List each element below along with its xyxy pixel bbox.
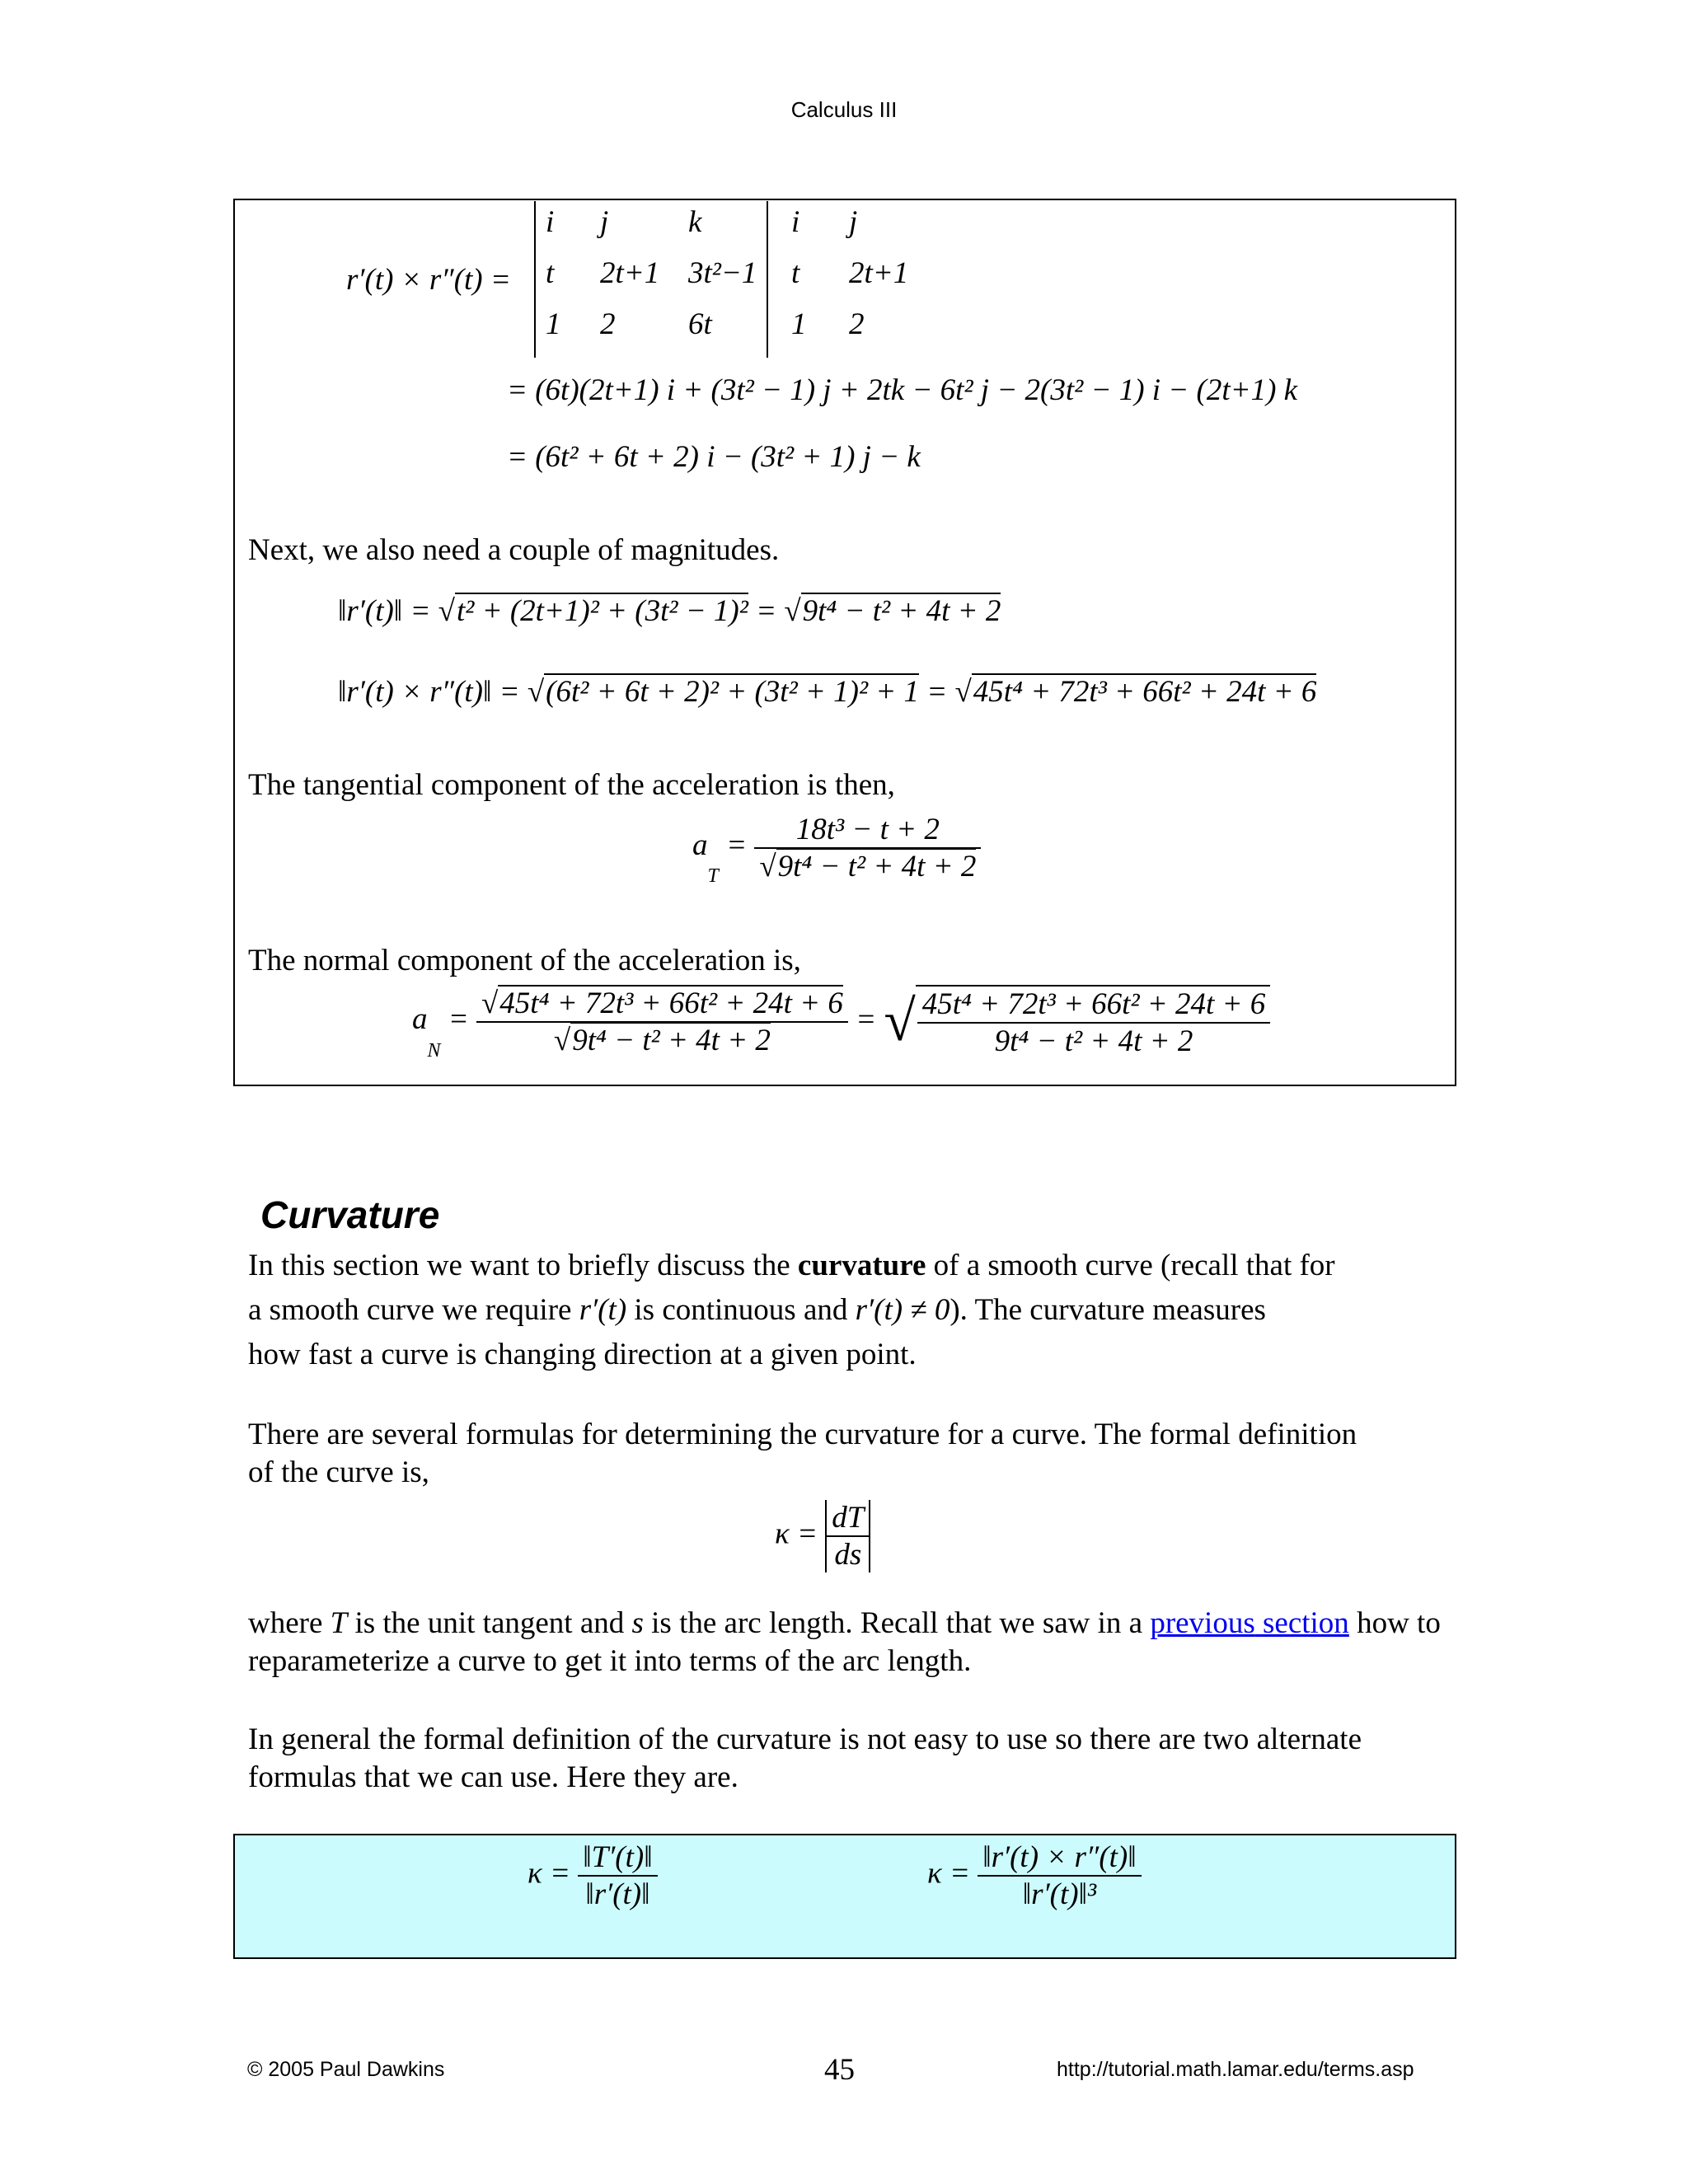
aT-fraction: $\frac{\text{18t³ − t + 2}}{\text{√9t⁴ − t² + 4t + 2}}$ <box>754 812 981 884</box>
magnitudes-intro: Next, we also need a couple of magnitudes. <box>248 533 780 567</box>
paragraph-4: In general the formal definition of the curvature is not easy to use so there are two alternate formulas that we can use. Here they are. <box>248 1722 1362 1794</box>
normal-formula: $a_N$ = $\frac{\text{√45t⁴ + 72t³ + 66t² + 24t + 6}}{\text{√9t⁴ − t² + 4t + 2}}$ = √ $\frac{\text{45t⁴ + 72t³ + 66t² + 24t + 6}}{\text{9t⁴ − t² + 4t + 2}}$ <box>412 985 1270 1059</box>
cross-product-expansion: = (6t)(2t+1) i + (3t² − 1) j + 2tk − 6t² j − 2(3t² − 1) i − (2t+1) k <box>507 373 1298 407</box>
paragraph-1: In this section we want to briefly discuss the curvature of a smooth curve (recall that for a smooth curve we require r′(t) is continuous and r′(t) ≠ 0). The curvature measures how fast a curve is changing direction at a given point. <box>248 1249 1335 1371</box>
aT-numerator: 18t³ − t + 2 <box>754 812 981 849</box>
determinant-cell: j <box>600 205 609 239</box>
determinant-cell: 3t²−1 <box>688 256 757 290</box>
determinant-cell: 1 <box>791 307 807 341</box>
determinant-cell: i <box>546 205 555 239</box>
previous-section-link[interactable]: previous section <box>1150 1606 1349 1640</box>
footer-copyright: © 2005 Paul Dawkins <box>247 2058 445 2081</box>
footer-url: http://tutorial.math.lamar.edu/terms.asp <box>1057 2058 1414 2081</box>
magnitude-2-lhs: ‖r′(t) × r″(t)‖ = <box>338 675 520 709</box>
magnitude-1-radicand: t² + (2t+1)² + (3t² − 1)² <box>456 594 748 628</box>
determinant-cell: i <box>791 205 800 239</box>
cross-product-lhs: r′(t) × r″(t) = <box>346 263 511 297</box>
determinant-cell: k <box>688 205 702 239</box>
page-header: Calculus III <box>790 97 898 122</box>
determinant-cell: t <box>546 256 555 290</box>
magnitude-1-lhs: ‖r′(t)‖ = <box>338 594 431 628</box>
determinant-cell: 1 <box>546 307 561 341</box>
aN-fraction-2 <box>916 985 1271 1059</box>
curvature-formula-1-fraction: $\frac{‖T'(t)‖}{‖r'(t)‖}$ <box>578 1840 657 1912</box>
determinant-left-bar <box>534 201 536 358</box>
determinant-cell: 6t <box>688 307 712 341</box>
curvature-definition: κ = $\frac{dT}{ds}$ <box>775 1500 870 1572</box>
determinant-cell: 2 <box>600 307 616 341</box>
paragraph-2: There are several formulas for determining the curvature for a curve. The formal definition of the curve is, <box>248 1418 1357 1489</box>
aN-denominator-1: 9t⁴ − t² + 4t + 2 <box>572 1024 771 1057</box>
term-curvature: curvature <box>797 1249 926 1282</box>
aN-denominator-2: 9t⁴ − t² + 4t + 2 <box>994 1024 1193 1058</box>
determinant-cell: 2t+1 <box>600 256 660 290</box>
determinant-cell: 2t+1 <box>849 256 909 290</box>
determinant-cell: j <box>849 205 858 239</box>
aN-numerator-2: 45t⁴ + 72t³ + 66t² + 24t + 6 <box>917 987 1271 1024</box>
determinant-right-bar <box>767 201 768 358</box>
magnitude-1: ‖r′(t)‖ = √t² + (2t+1)² + (3t² − 1)² = √9t⁴ − t² + 4t + 2 <box>338 594 1001 628</box>
determinant-cell: 2 <box>849 307 865 341</box>
footer-page-number: 45 <box>824 2053 855 2087</box>
curvature-formulas-box <box>233 1834 1456 1959</box>
aN-fraction-1: $\frac{\text{√45t⁴ + 72t³ + 66t² + 24t + 6}}{\text{√9t⁴ − t² + 4t + 2}}$ <box>476 986 848 1058</box>
aN-numerator-1: 45t⁴ + 72t³ + 66t² + 24t + 6 <box>499 987 843 1020</box>
curvature-formula-2-fraction: $\frac{‖r'(t) \times r''(t)‖}{\text{‖r′(t)‖³}}$ <box>978 1840 1141 1912</box>
section-title: Curvature <box>260 1193 440 1236</box>
curvature-formula-1: κ = $\frac{‖T'(t)‖}{‖r'(t)‖}$ <box>528 1840 658 1912</box>
magnitude-2-radicand: (6t² + 6t + 2)² + (3t² + 1)² + 1 <box>546 675 920 709</box>
cross-product-result: = (6t² + 6t + 2) i − (3t² + 1) j − k <box>507 440 921 474</box>
magnitude-2-result: 45t⁴ + 72t³ + 66t² + 24t + 6 <box>973 675 1317 709</box>
aT-denominator: 9t⁴ − t² + 4t + 2 <box>777 850 977 883</box>
aT-lhs: $a_T$ = <box>692 828 748 887</box>
paragraph-3: where T is the unit tangent and s is the arc length. Recall that we saw in a previous section how to reparameterize a curve to get it into terms of the arc length. <box>248 1606 1441 1678</box>
aN-lhs: $a_N$ = <box>412 1002 469 1062</box>
curvature-formula-2: κ = $\frac{‖r'(t) \times r''(t)‖}{\text{‖r′(t)‖³}}$ <box>927 1840 1142 1912</box>
determinant-cell: t <box>791 256 800 290</box>
magnitude-2: ‖r′(t) × r″(t)‖ = √(6t² + 6t + 2)² + (3t² + 1)² + 1 = √45t⁴ + 72t³ + 66t² + 24t + 6 <box>338 675 1317 709</box>
tangential-intro: The tangential component of the acceleration is then, <box>248 768 895 802</box>
tangential-formula <box>692 812 981 887</box>
magnitude-1-result: 9t⁴ − t² + 4t + 2 <box>802 594 1001 628</box>
curvature-definition-fraction: $\frac{dT}{ds}$ <box>825 1500 870 1572</box>
normal-intro: The normal component of the acceleration is, <box>248 944 801 977</box>
